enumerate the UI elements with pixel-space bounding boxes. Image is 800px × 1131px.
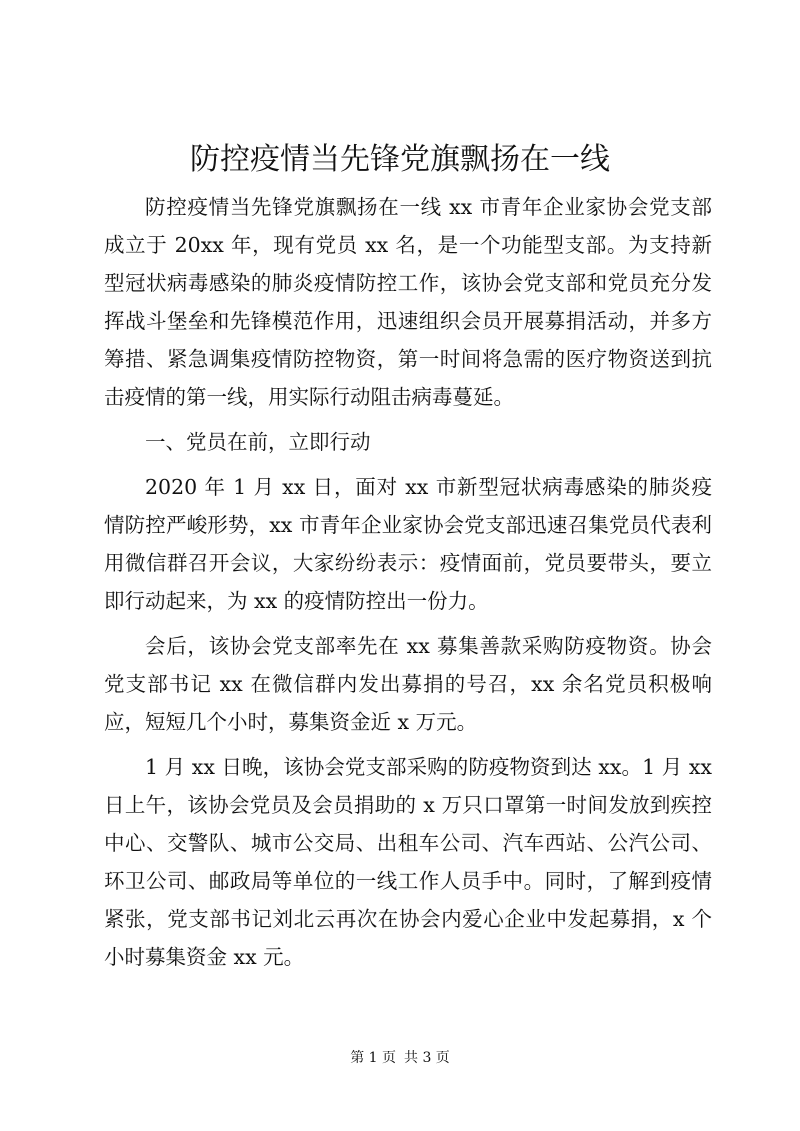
paragraph-intro: 防控疫情当先锋党旗飘扬在一线 xx 市青年企业家协会党支部成立于 20xx 年，现有党员 xx 名，是一个功能型支部。为支持新型冠状病毒感染的肺炎疫情防控工作，该协会党支部和党员充分发挥战斗堡垒和先锋模范作用，迅速组织会员开展募捐活动，并多方筹措、紧急调集疫情防控物资，第一时间将急需的医疗物资送到抗击疫情的第一线，用实际行动阻击病毒蔓延。 [104,195,712,409]
section-heading: 一、党员在前，立即行动 [145,430,371,454]
document-body [104,188,712,983]
document-title: 防控疫情当先锋党旗飘扬在一线 [190,142,610,177]
page-total: 共 3 页 [404,1050,450,1066]
paragraph-supplies: 1 月 xx 日晚，该协会党支部采购的防疫物资到达 xx。1 月 xx 日上午，该协会党员及会员捐助的 x 万只口罩第一时间发放到疾控中心、交警队、城市公交局、出租车公司、汽车西站、公汽公司、环卫公司、邮政局等单位的一线工作人员手中。同时，了解到疫情紧张，党支部书记刘北云再次在协会内爱心企业中发起募捐，x 个小时募集资金 xx 元。 [104,755,712,969]
page-footer [0,1048,800,1068]
paragraph-fundraising: 会后，该协会党支部率先在 xx 募集善款采购防疫物资。协会党支部书记 xx 在微信群内发出募捐的号召，xx 余名党员积极响应，短短几个小时，募集资金近 x 万元。 [104,634,712,734]
paragraph-meeting: 2020 年 1 月 xx 日，面对 xx 市新型冠状病毒感染的肺炎疫情防控严峻形势，xx 市青年企业家协会党支部迅速召集党员代表利用微信群召开会议，大家纷纷表示：疫情面前，党员要带头，要立即行动起来，为 xx 的疫情防控出一份力。 [104,475,712,613]
page-number: 第 1 页 [350,1050,396,1066]
